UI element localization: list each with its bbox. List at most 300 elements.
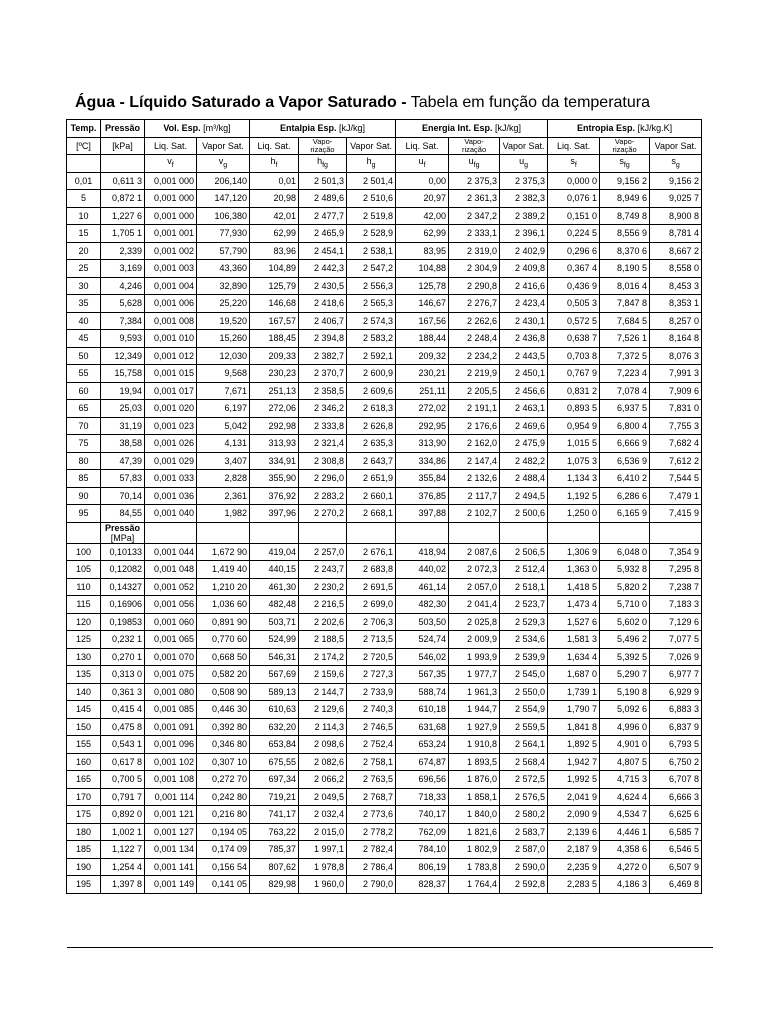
table-cell: 1,192 5 (548, 487, 600, 505)
steam-table (66, 119, 702, 894)
table-cell: 0,00 (396, 172, 449, 190)
table-cell: 2 308,8 (299, 452, 347, 470)
table-cell: 140 (67, 683, 101, 701)
table-cell: 135 (67, 666, 101, 684)
table-row (67, 260, 702, 278)
table-cell: 2 592,1 (347, 347, 396, 365)
table-row (67, 876, 702, 894)
symbol-hf: $h_f$ (250, 155, 299, 173)
table-cell: 2 583,7 (500, 823, 548, 841)
table-cell: 7,223 4 (600, 365, 650, 383)
table-cell: 7,831 0 (650, 400, 702, 418)
table-cell: 188,44 (396, 330, 449, 348)
table-cell: 19,520 (197, 312, 250, 330)
table-cell: 0,232 1 (101, 631, 145, 649)
table-cell: 90 (67, 487, 101, 505)
table-cell: 2 587,0 (500, 841, 548, 859)
table-cell: 2 389,2 (500, 207, 548, 225)
table-row (67, 561, 702, 579)
table-cell: 6,286 6 (600, 487, 650, 505)
vaporizacao-label: Vapo- rização (461, 137, 487, 154)
table-cell: 251,13 (250, 382, 299, 400)
table-cell: 2,187 9 (548, 841, 600, 859)
table-cell: 83,96 (250, 242, 299, 260)
table-cell: 2 482,2 (500, 452, 548, 470)
table-cell: 8,016 4 (600, 277, 650, 295)
table-cell: 1 821,6 (449, 823, 500, 841)
table-cell: 524,99 (250, 631, 299, 649)
table-cell: 2 534,6 (500, 631, 548, 649)
table-cell: 70 (67, 417, 101, 435)
table-cell: 2 574,3 (347, 312, 396, 330)
table-cell: 0,001 023 (145, 417, 197, 435)
table-cell: 4,715 3 (600, 771, 650, 789)
table-cell: 7,077 5 (650, 631, 702, 649)
symbol-vf: $v_f$ (145, 155, 197, 173)
table-cell: 0,436 9 (548, 277, 600, 295)
header-blank-2 (101, 155, 145, 173)
table-cell: 4,272 0 (600, 858, 650, 876)
table-cell: 2 262,6 (449, 312, 500, 330)
table-cell: 25,03 (101, 400, 145, 418)
table-cell: 2 590,0 (500, 858, 548, 876)
table-cell: 6,536 9 (600, 452, 650, 470)
table-cell: 165 (67, 771, 101, 789)
table-cell: 1,942 7 (548, 753, 600, 771)
table-cell: 0,001 026 (145, 435, 197, 453)
table-cell: 2 778,2 (347, 823, 396, 841)
table-cell: 2 523,7 (500, 596, 548, 614)
table-cell: 2 565,3 (347, 295, 396, 313)
table-cell: 50 (67, 347, 101, 365)
footer-divider (67, 947, 713, 948)
table-cell: 334,91 (250, 452, 299, 470)
table-cell: 125,79 (250, 277, 299, 295)
table-cell: 2 626,8 (347, 417, 396, 435)
table-cell: 2 191,1 (449, 400, 500, 418)
table-cell: 1,892 5 (548, 736, 600, 754)
table-cell: 2 519,8 (347, 207, 396, 225)
table-cell: 6,929 9 (650, 683, 702, 701)
table-cell: 806,19 (396, 858, 449, 876)
table-cell: 45 (67, 330, 101, 348)
empty-cell (548, 522, 600, 543)
table-cell: 0,001 127 (145, 823, 197, 841)
table-cell: 6,883 3 (650, 701, 702, 719)
table-cell: 2 423,4 (500, 295, 548, 313)
table-cell: 0,001 000 (145, 207, 197, 225)
table-cell: 0,001 012 (145, 347, 197, 365)
table-cell: 0,791 7 (101, 788, 145, 806)
table-cell: 35 (67, 295, 101, 313)
table-cell: 8,353 1 (650, 295, 702, 313)
table-cell: 7,909 6 (650, 382, 702, 400)
table-cell: 5,290 7 (600, 666, 650, 684)
table-cell: 2 720,5 (347, 648, 396, 666)
table-cell: 1 993,9 (449, 648, 500, 666)
empty-cell (650, 522, 702, 543)
table-cell: 0,954 9 (548, 417, 600, 435)
table-cell: 313,93 (250, 435, 299, 453)
table-cell: 0,891 90 (197, 613, 250, 631)
table-cell: 2 494,5 (500, 487, 548, 505)
table-cell: 2 635,3 (347, 435, 396, 453)
table-cell: 6,837 9 (650, 718, 702, 736)
table-cell: 2 346,2 (299, 400, 347, 418)
table-cell: 7,684 5 (600, 312, 650, 330)
table-cell: 6,937 5 (600, 400, 650, 418)
table-cell: 355,90 (250, 470, 299, 488)
table-cell: 0,174 09 (197, 841, 250, 859)
header-row-groups (67, 120, 702, 138)
table-cell: 167,56 (396, 312, 449, 330)
table-cell: 741,17 (250, 806, 299, 824)
table-cell: 2 618,3 (347, 400, 396, 418)
table-cell: 2 049,5 (299, 788, 347, 806)
table-cell: 7,682 4 (650, 435, 702, 453)
table-cell: 12,030 (197, 347, 250, 365)
table-cell: 15,758 (101, 365, 145, 383)
table-cell: 0,346 80 (197, 736, 250, 754)
table-cell: 1,075 3 (548, 452, 600, 470)
table-cell: 567,69 (250, 666, 299, 684)
table-cell: 2 382,3 (500, 190, 548, 208)
symbol-sf: $s_f$ (548, 155, 600, 173)
symbol-sg: $s_g$ (650, 155, 702, 173)
table-cell: 2 572,5 (500, 771, 548, 789)
table-cell: 4,246 (101, 277, 145, 295)
table-cell: 2 009,9 (449, 631, 500, 649)
empty-cell (250, 522, 299, 543)
table-cell: 195 (67, 876, 101, 894)
table-cell: 2 443,5 (500, 347, 548, 365)
symbol-hg: $h_g$ (347, 155, 396, 173)
table-cell: 75 (67, 435, 101, 453)
table-cell: 0,01 (250, 172, 299, 190)
table-cell: 38,58 (101, 435, 145, 453)
table-cell: 2 676,1 (347, 543, 396, 561)
table-cell: 2 500,6 (500, 505, 548, 523)
table-cell: 2 477,7 (299, 207, 347, 225)
table-cell: 2 538,1 (347, 242, 396, 260)
table-cell: 0,001 070 (145, 648, 197, 666)
table-row (67, 596, 702, 614)
table-row (67, 295, 702, 313)
table-cell: 8,257 0 (650, 312, 702, 330)
table-cell: 2 333,8 (299, 417, 347, 435)
table-cell: 2 147,4 (449, 452, 500, 470)
table-cell: 8,558 0 (650, 260, 702, 278)
table-cell: 8,900 8 (650, 207, 702, 225)
pres-mpa-unit: [MPa] (110, 532, 135, 543)
table-cell: 0,10133 (101, 543, 145, 561)
table-cell: 2 098,6 (299, 736, 347, 754)
table-cell: 6,800 4 (600, 417, 650, 435)
empty-cell (197, 522, 250, 543)
table-cell: 106,380 (197, 207, 250, 225)
table-cell: 2 188,5 (299, 631, 347, 649)
header-blank-1 (67, 155, 101, 173)
table-cell: 2 706,3 (347, 613, 396, 631)
table-cell: 461,30 (250, 578, 299, 596)
table-row (67, 771, 702, 789)
table-cell: 6,165 9 (600, 505, 650, 523)
table-cell: 6,707 8 (650, 771, 702, 789)
table-cell: 0,296 6 (548, 242, 600, 260)
table-row (67, 543, 702, 561)
table-cell: 2 727,3 (347, 666, 396, 684)
table-cell: 7,479 1 (650, 487, 702, 505)
table-cell: 2 248,4 (449, 330, 500, 348)
table-cell: 2 375,3 (449, 172, 500, 190)
vaporizacao-label: Vapo- rização (310, 137, 335, 154)
table-row (67, 613, 702, 631)
table-cell: 2 057,0 (449, 578, 500, 596)
table-row (67, 225, 702, 243)
ent-label: Entalpia Esp. (280, 123, 337, 134)
table-cell: 2 488,4 (500, 470, 548, 488)
table-cell: 2 375,3 (500, 172, 548, 190)
table-cell: 9,593 (101, 330, 145, 348)
table-cell: 2 132,6 (449, 470, 500, 488)
table-cell: 15 (67, 225, 101, 243)
header-sfg-label (600, 137, 650, 155)
table-cell: 1,254 4 (101, 858, 145, 876)
table-cell: 1,015 5 (548, 435, 600, 453)
table-cell: 588,74 (396, 683, 449, 701)
table-cell: 828,37 (396, 876, 449, 894)
table-cell: 440,02 (396, 561, 449, 579)
table-cell: 2 382,7 (299, 347, 347, 365)
table-cell: 2 699,0 (347, 596, 396, 614)
table-cell: 2 333,1 (449, 225, 500, 243)
table-cell: 130 (67, 648, 101, 666)
header-sg-label: Vapor Sat. (650, 137, 702, 155)
table-cell: 0,001 134 (145, 841, 197, 859)
table-cell: 272,02 (396, 400, 449, 418)
table-row (67, 452, 702, 470)
table-cell: 2 691,5 (347, 578, 396, 596)
table-cell: 2 512,4 (500, 561, 548, 579)
title-bold: Água - Líquido Saturado a Vapor Saturado - (75, 94, 407, 111)
table-cell: 1,210 20 (197, 578, 250, 596)
empty-cell (299, 522, 347, 543)
table-cell: 2 773,6 (347, 806, 396, 824)
header-temp: Temp. (67, 120, 101, 138)
table-cell: 4,446 1 (600, 823, 650, 841)
table-cell: 0,001 102 (145, 753, 197, 771)
table-cell: 2 117,7 (449, 487, 500, 505)
table-cell: 0,001 001 (145, 225, 197, 243)
pres-mpa-label: Pressão (104, 522, 141, 533)
table-cell: 2 159,6 (299, 666, 347, 684)
header-vg-label: Vapor Sat. (197, 137, 250, 155)
table-cell: 0,767 9 (548, 365, 600, 383)
table-cell: 2 475,9 (500, 435, 548, 453)
table-cell: 31,19 (101, 417, 145, 435)
table-cell: 2 651,9 (347, 470, 396, 488)
table-cell: 0,001 141 (145, 858, 197, 876)
table-row (67, 505, 702, 523)
table-cell: 0,001 075 (145, 666, 197, 684)
table-cell: 4,996 0 (600, 718, 650, 736)
table-cell: 2 528,9 (347, 225, 396, 243)
table-cell: 674,87 (396, 753, 449, 771)
table-cell: 150 (67, 718, 101, 736)
title-normal: Tabela em função da temperatura (406, 94, 650, 111)
table-cell: 4,358 6 (600, 841, 650, 859)
table-cell: 0,001 091 (145, 718, 197, 736)
table-cell: 0,668 50 (197, 648, 250, 666)
table-cell: 7,847 8 (600, 295, 650, 313)
table-cell: 209,33 (250, 347, 299, 365)
table-cell: 5,190 8 (600, 683, 650, 701)
header-entropia (548, 120, 702, 138)
table-cell: 2,139 6 (548, 823, 600, 841)
table-cell: 2 234,2 (449, 347, 500, 365)
table-cell: 2 746,5 (347, 718, 396, 736)
table-cell: 2 559,5 (500, 718, 548, 736)
table-cell: 1 927,9 (449, 718, 500, 736)
table-cell: 2 276,7 (449, 295, 500, 313)
table-cell: 2 456,6 (500, 382, 548, 400)
table-cell: 419,04 (250, 543, 299, 561)
header-temp-unit: [ºC] (67, 137, 101, 155)
table-row (67, 207, 702, 225)
table-cell: 719,21 (250, 788, 299, 806)
table-cell: 2 216,5 (299, 596, 347, 614)
table-cell: 110 (67, 578, 101, 596)
table-cell: 9,025 7 (650, 190, 702, 208)
table-cell: 2 763,5 (347, 771, 396, 789)
table-cell: 2 450,1 (500, 365, 548, 383)
table-cell: 524,74 (396, 631, 449, 649)
table-cell: 7,238 7 (650, 578, 702, 596)
table-cell: 2 768,7 (347, 788, 396, 806)
table-cell: 355,84 (396, 470, 449, 488)
header-energia (396, 120, 548, 138)
table-cell: 2 554,9 (500, 701, 548, 719)
table-cell: 7,295 8 (650, 561, 702, 579)
table-cell: 20,97 (396, 190, 449, 208)
table-cell: 2 321,4 (299, 435, 347, 453)
table-cell: 0,001 052 (145, 578, 197, 596)
table-cell: 0,156 54 (197, 858, 250, 876)
table-cell: 5,628 (101, 295, 145, 313)
table-cell: 2 202,6 (299, 613, 347, 631)
table-cell: 1,982 (197, 505, 250, 523)
table-row (67, 736, 702, 754)
header-vol-esp (145, 120, 250, 138)
table-cell: 40 (67, 312, 101, 330)
table-cell: 4,534 7 (600, 806, 650, 824)
table-cell: 1 997,1 (299, 841, 347, 859)
table-cell: 9,156 2 (600, 172, 650, 190)
table-cell: 2 660,1 (347, 487, 396, 505)
header-ufg-label (449, 137, 500, 155)
table-cell: 7,372 5 (600, 347, 650, 365)
table-cell: 0,638 7 (548, 330, 600, 348)
table-cell: 105 (67, 561, 101, 579)
table-cell: 2 025,8 (449, 613, 500, 631)
table-cell: 30 (67, 277, 101, 295)
table-cell: 0,272 70 (197, 771, 250, 789)
table-cell: 0,000 0 (548, 172, 600, 190)
table-row (67, 172, 702, 190)
table-cell: 0,001 000 (145, 172, 197, 190)
table-cell: 2 015,0 (299, 823, 347, 841)
header-uf-label: Liq. Sat. (396, 137, 449, 155)
table-cell: 1 893,5 (449, 753, 500, 771)
pressure-mpa-header (67, 522, 702, 543)
header-vf-label: Liq. Sat. (145, 137, 197, 155)
table-cell: 146,67 (396, 295, 449, 313)
table-cell: 440,15 (250, 561, 299, 579)
table-cell: 5,496 2 (600, 631, 650, 649)
table-cell: 2 568,4 (500, 753, 548, 771)
table-row (67, 347, 702, 365)
table-cell: 7,129 6 (650, 613, 702, 631)
empty-cell (600, 522, 650, 543)
symbol-ug: $u_g$ (500, 155, 548, 173)
table-cell: 0,367 4 (548, 260, 600, 278)
table-cell: 397,88 (396, 505, 449, 523)
table-cell: 2 243,7 (299, 561, 347, 579)
table-cell: 0,14327 (101, 578, 145, 596)
vol-unit: [m³/kg] (200, 123, 231, 134)
table-cell: 653,24 (396, 736, 449, 754)
table-cell: 230,21 (396, 365, 449, 383)
table-cell: 55 (67, 365, 101, 383)
table-row (67, 858, 702, 876)
table-cell: 1,527 6 (548, 613, 600, 631)
table-cell: 0,151 0 (548, 207, 600, 225)
table-cell: 2 072,3 (449, 561, 500, 579)
header-pressao: Pressão (101, 120, 145, 138)
table-cell: 1 910,8 (449, 736, 500, 754)
table-cell: 0,141 05 (197, 876, 250, 894)
table-cell: 1 977,7 (449, 666, 500, 684)
table-cell: 2 082,6 (299, 753, 347, 771)
table-cell: 1,992 5 (548, 771, 600, 789)
table-cell: 418,94 (396, 543, 449, 561)
table-cell: 0,001 010 (145, 330, 197, 348)
empty-cell (145, 522, 197, 543)
table-cell: 0,001 060 (145, 613, 197, 631)
table-cell: 2 304,9 (449, 260, 500, 278)
table-cell: 2 580,2 (500, 806, 548, 824)
header-pres-unit: [kPa] (101, 137, 145, 155)
header-ug-label: Vapor Sat. (500, 137, 548, 155)
table-cell: 0,001 149 (145, 876, 197, 894)
table-cell: 62,99 (396, 225, 449, 243)
table-cell: 1,002 1 (101, 823, 145, 841)
header-entalpia (250, 120, 396, 138)
table-cell: 104,89 (250, 260, 299, 278)
table-cell: 0,572 5 (548, 312, 600, 330)
table-cell: 2 442,3 (299, 260, 347, 278)
table-cell: 185 (67, 841, 101, 859)
table-cell: 482,30 (396, 596, 449, 614)
table-cell: 0,001 008 (145, 312, 197, 330)
table-cell: 2 539,9 (500, 648, 548, 666)
table-row (67, 666, 702, 684)
table-cell: 206,140 (197, 172, 250, 190)
table-row (67, 365, 702, 383)
table-cell: 6,977 7 (650, 666, 702, 684)
table-cell: 5 (67, 190, 101, 208)
table-cell: 2 162,0 (449, 435, 500, 453)
